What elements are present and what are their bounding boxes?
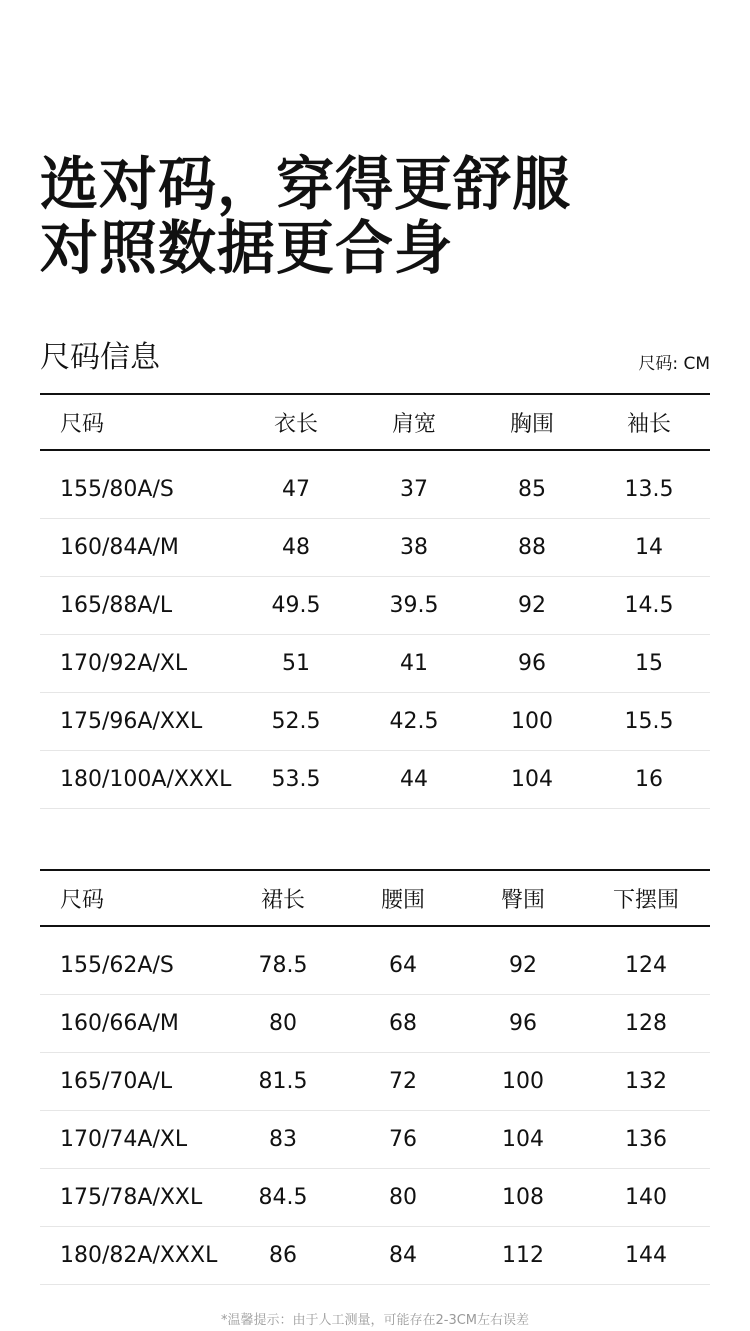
value-cell: 100 — [511, 709, 553, 734]
value-cell: 42.5 — [389, 709, 439, 734]
value-cell: 140 — [625, 1185, 667, 1210]
value-cell: 47 — [282, 477, 310, 502]
value-cell: 13.5 — [624, 477, 674, 502]
size-cell: 180/100A/XXXL — [60, 767, 232, 792]
value-cell: 64 — [389, 953, 417, 978]
size-cell: 180/82A/XXXL — [60, 1243, 218, 1268]
size-cell: 175/96A/XXL — [60, 709, 203, 734]
header-cell-skirt-length: 裙长 — [260, 887, 305, 913]
value-cell: 44 — [400, 767, 428, 792]
header-cell-size: 尺码 — [60, 411, 105, 437]
size-cell: 170/74A/XL — [60, 1127, 188, 1152]
value-cell: 14.5 — [624, 593, 674, 618]
value-cell: 84 — [389, 1243, 417, 1268]
size-cell: 160/66A/M — [60, 1011, 179, 1036]
table-row — [40, 693, 710, 751]
table-row — [40, 1111, 710, 1169]
table-row — [40, 1169, 710, 1227]
value-cell: 38 — [400, 535, 428, 560]
headline-line-2: 对照数据更合身 — [40, 214, 454, 282]
value-cell: 85 — [518, 477, 546, 502]
value-cell: 84.5 — [258, 1185, 308, 1210]
section-title: 尺码信息 — [40, 340, 160, 375]
headline — [40, 152, 571, 280]
value-cell: 108 — [502, 1185, 544, 1210]
header-cell-waist: 腰围 — [380, 887, 425, 913]
top-size-table — [40, 393, 710, 809]
value-cell: 14 — [635, 535, 663, 560]
value-cell: 78.5 — [258, 953, 308, 978]
size-cell: 165/70A/L — [60, 1069, 173, 1094]
header-cell-chest: 胸围 — [509, 411, 554, 437]
table-header — [40, 869, 710, 927]
value-cell: 100 — [502, 1069, 544, 1094]
value-cell: 49.5 — [271, 593, 321, 618]
value-cell: 112 — [502, 1243, 544, 1268]
value-cell: 128 — [625, 1011, 667, 1036]
header-cell-size: 尺码 — [60, 887, 105, 913]
measurement-disclaimer: *温馨提示：由于人工测量，可能存在2-3CM左右误差 — [220, 1313, 530, 1328]
table-row — [40, 519, 710, 577]
value-cell: 144 — [625, 1243, 667, 1268]
value-cell: 136 — [625, 1127, 667, 1152]
value-cell: 96 — [509, 1011, 537, 1036]
value-cell: 37 — [400, 477, 428, 502]
bottom-size-table — [40, 869, 710, 1285]
value-cell: 86 — [269, 1243, 297, 1268]
header-cell-shoulder: 肩宽 — [391, 411, 436, 437]
value-cell: 124 — [625, 953, 667, 978]
value-cell: 81.5 — [258, 1069, 308, 1094]
value-cell: 104 — [511, 767, 553, 792]
value-cell: 83 — [269, 1127, 297, 1152]
value-cell: 51 — [282, 651, 310, 676]
header-cell-hip: 臀围 — [500, 887, 545, 913]
value-cell: 16 — [635, 767, 663, 792]
header-cell-hem: 下摆围 — [612, 887, 679, 913]
value-cell: 41 — [400, 651, 428, 676]
value-cell: 92 — [518, 593, 546, 618]
value-cell: 53.5 — [271, 767, 321, 792]
table-row — [40, 461, 710, 519]
value-cell: 104 — [502, 1127, 544, 1152]
value-cell: 68 — [389, 1011, 417, 1036]
table-row — [40, 577, 710, 635]
unit-note: 尺码: CM — [638, 354, 710, 374]
value-cell: 80 — [389, 1185, 417, 1210]
table-row — [40, 937, 710, 995]
table-row — [40, 751, 710, 809]
value-cell: 132 — [625, 1069, 667, 1094]
value-cell: 48 — [282, 535, 310, 560]
value-cell: 76 — [389, 1127, 417, 1152]
size-cell: 175/78A/XXL — [60, 1185, 203, 1210]
value-cell: 88 — [518, 535, 546, 560]
size-cell: 155/62A/S — [60, 953, 174, 978]
table-row — [40, 1053, 710, 1111]
size-cell: 160/84A/M — [60, 535, 179, 560]
value-cell: 52.5 — [271, 709, 321, 734]
size-cell: 155/80A/S — [60, 477, 174, 502]
size-cell: 170/92A/XL — [60, 651, 188, 676]
table-row — [40, 635, 710, 693]
value-cell: 96 — [518, 651, 546, 676]
value-cell: 80 — [269, 1011, 297, 1036]
value-cell: 15 — [635, 651, 663, 676]
header-cell-sleeve: 袖长 — [626, 411, 671, 437]
value-cell: 92 — [509, 953, 537, 978]
value-cell: 39.5 — [389, 593, 439, 618]
headline-line-1: 选对码，穿得更舒服 — [40, 150, 572, 218]
table-row — [40, 1227, 710, 1285]
table-row — [40, 995, 710, 1053]
value-cell: 72 — [389, 1069, 417, 1094]
header-cell-length: 衣长 — [273, 411, 318, 437]
value-cell: 15.5 — [624, 709, 674, 734]
table-header — [40, 393, 710, 451]
size-cell: 165/88A/L — [60, 593, 173, 618]
